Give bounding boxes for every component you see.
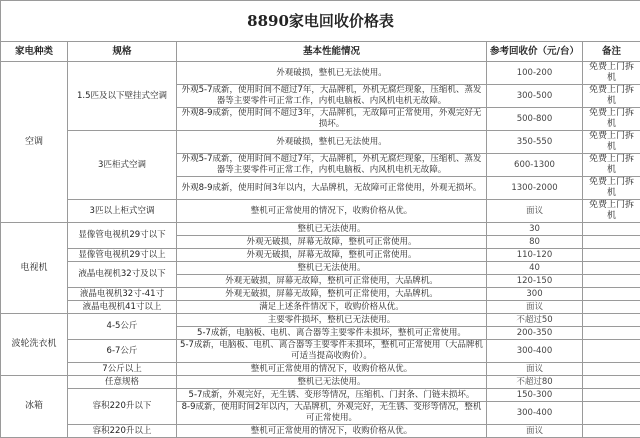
category-cell: 电视机 (1, 223, 68, 314)
category-cell: 空调 (1, 62, 68, 223)
price-cell: 200-350 (487, 327, 583, 340)
note-cell: 免费上门拆机 (583, 131, 640, 154)
table-row (1, 301, 640, 314)
condition-cell: 整机已无法使用。 (177, 262, 487, 275)
condition-cell: 整机可正常使用的情况下，收购价格从优。 (177, 425, 487, 438)
condition-cell: 8-9成新，使用时间2年以内，大品牌机，外观完好，无生锈、变形等情况，整机可正常使用。 (177, 402, 487, 425)
note-cell (583, 376, 640, 389)
note-cell (583, 327, 640, 340)
table-row (1, 389, 640, 402)
condition-cell: 外观无破损，屏幕无故障，整机可正常使用，大品牌机。 (177, 288, 487, 301)
note-cell (583, 425, 640, 438)
condition-cell: 整机可正常使用的情况下，收购价格从优。 (177, 363, 487, 376)
condition-cell: 外观无破损，屏幕无故障，整机可正常使用。 (177, 249, 487, 262)
price-cell: 面议 (487, 301, 583, 314)
spec-cell: 显像管电视机29寸以上 (68, 249, 177, 262)
table-row (1, 249, 640, 262)
condition-cell: 外观破损，整机已无法使用。 (177, 62, 487, 85)
note-cell (583, 402, 640, 425)
price-cell: 300 (487, 288, 583, 301)
condition-cell: 外观5-7成新，使用时间不超过7年，大品牌机，外机无腐烂现象，压缩机、蒸发器等主要零件可正常工作，内机电脑板、内风机电机无故障。 (177, 85, 487, 108)
condition-cell: 外观5-7成新，使用时间不超过7年，大品牌机，外机无腐烂现象，压缩机、蒸发器等主要零件可正常工作，内机电脑板、内风机电机无故障。 (177, 154, 487, 177)
table-row (1, 62, 640, 85)
note-cell: 免费上门拆机 (583, 154, 640, 177)
note-cell (583, 262, 640, 275)
price-cell: 40 (487, 262, 583, 275)
note-cell (583, 236, 640, 249)
table-row (1, 262, 640, 275)
spec-cell: 6-7公斤 (68, 340, 177, 363)
spec-cell: 3匹以上柜式空调 (68, 200, 177, 223)
condition-cell: 外观8-9成新，使用时间3年以内，大品牌机，无故障可正常使用，外观无损坏。 (177, 177, 487, 200)
spec-cell: 3匹柜式空调 (68, 131, 177, 200)
price-cell: 不超过80 (487, 376, 583, 389)
price-cell: 1300-2000 (487, 177, 583, 200)
condition-cell: 外观无破损，屏幕无故障，整机可正常使用，大品牌机。 (177, 275, 487, 288)
condition-cell: 外观破损，整机已无法使用。 (177, 131, 487, 154)
condition-cell: 外观8-9成新，使用时间不超过3年，大品牌机，无故障可正常使用，外观完好无损坏。 (177, 108, 487, 131)
note-cell (583, 301, 640, 314)
price-cell: 120-150 (487, 275, 583, 288)
price-cell: 面议 (487, 425, 583, 438)
condition-cell: 5-7成新，电脑板、电机、离合器等主要零件未损坏，整机可正常使用。 (177, 327, 487, 340)
note-cell (583, 275, 640, 288)
table-body (1, 62, 640, 438)
table-row (1, 363, 640, 376)
price-cell: 80 (487, 236, 583, 249)
note-cell: 免费上门拆机 (583, 108, 640, 131)
note-cell: 免费上门拆机 (583, 177, 640, 200)
spec-cell: 4-5公斤 (68, 314, 177, 340)
price-cell: 面议 (487, 363, 583, 376)
table-row (1, 288, 640, 301)
spec-cell: 液晶电视机32寸-41寸 (68, 288, 177, 301)
price-cell: 110-120 (487, 249, 583, 262)
spec-cell: 7公斤以上 (68, 363, 177, 376)
condition-cell: 5-7成新，外观完好，无生锈、变形等情况，压缩机、门封条、门链未损坏。 (177, 389, 487, 402)
table-row (1, 131, 640, 154)
condition-cell: 主要零件损坏，整机已无法使用。 (177, 314, 487, 327)
condition-cell: 外观无破损，屏幕无故障，整机可正常使用。 (177, 236, 487, 249)
price-cell: 500-800 (487, 108, 583, 131)
condition-cell: 满足上述条件情况下，收购价格从优。 (177, 301, 487, 314)
condition-cell: 整机已无法使用。 (177, 376, 487, 389)
note-cell (583, 288, 640, 301)
spec-cell: 显像管电视机29寸以下 (68, 223, 177, 249)
note-cell (583, 340, 640, 363)
table-row (1, 340, 640, 363)
note-cell (583, 314, 640, 327)
condition-cell: 5-7成新，电脑板、电机、离合器等主要零件未损坏，整机可正常使用（大品牌机可适当提高收购价）。 (177, 340, 487, 363)
price-cell: 30 (487, 223, 583, 236)
condition-cell: 整机已无法使用。 (177, 223, 487, 236)
category-cell: 波轮洗衣机 (1, 314, 68, 376)
note-cell: 免费上门拆机 (583, 62, 640, 85)
header-spec: 规格 (68, 42, 177, 62)
spec-cell: 液晶电视机41寸以上 (68, 301, 177, 314)
price-cell: 350-550 (487, 131, 583, 154)
spec-cell: 液晶电视机32寸及以下 (68, 262, 177, 288)
price-cell: 面议 (487, 200, 583, 223)
table-title: 8890家电回收价格表 (1, 1, 640, 42)
table-row (1, 376, 640, 389)
price-cell: 150-300 (487, 389, 583, 402)
spec-cell: 容积220升以下 (68, 389, 177, 425)
spec-cell: 任意规格 (68, 376, 177, 389)
header-category: 家电种类 (1, 42, 68, 62)
note-cell (583, 363, 640, 376)
note-cell (583, 249, 640, 262)
spec-cell: 容积220升以上 (68, 425, 177, 438)
table-row (1, 425, 640, 438)
category-cell: 冰箱 (1, 376, 68, 438)
price-cell: 300-400 (487, 340, 583, 363)
header-note: 备注 (583, 42, 640, 62)
table-row (1, 314, 640, 327)
price-cell: 100-200 (487, 62, 583, 85)
price-cell: 600-1300 (487, 154, 583, 177)
price-cell: 300-500 (487, 85, 583, 108)
table-row (1, 200, 640, 223)
note-cell (583, 223, 640, 236)
note-cell: 免费上门拆机 (583, 200, 640, 223)
price-cell: 300-400 (487, 402, 583, 425)
header-condition: 基本性能情况 (177, 42, 487, 62)
note-cell: 免费上门拆机 (583, 85, 640, 108)
header-price: 参考回收价（元/台） (487, 42, 583, 62)
table-row (1, 223, 640, 236)
spec-cell: 1.5匹及以下壁挂式空调 (68, 62, 177, 131)
note-cell (583, 389, 640, 402)
condition-cell: 整机可正常使用的情况下，收购价格从优。 (177, 200, 487, 223)
price-cell: 不超过50 (487, 314, 583, 327)
